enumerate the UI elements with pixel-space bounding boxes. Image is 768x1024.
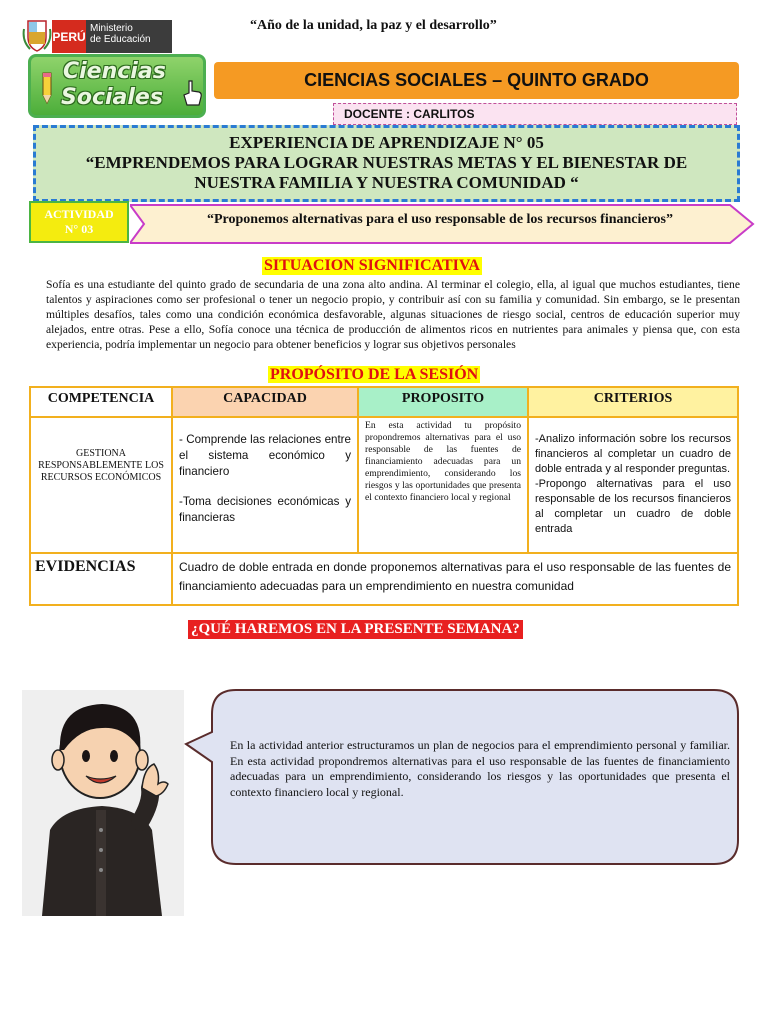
activity-tag-line-1: ACTIVIDAD xyxy=(44,207,114,221)
criterios-cell xyxy=(527,416,739,554)
student-illustration xyxy=(22,690,184,916)
pencil-icon xyxy=(37,71,61,105)
experience-title-line-2: NUESTRA FAMILIA Y NUESTRA COMUNIDAD “ xyxy=(194,173,579,192)
evidencias-text: Cuadro de doble entrada en donde proponemos alternativas para el uso responsable de las fuentes de financiamiento adecuadas para un emprendimiento en nuestra comunidad xyxy=(171,552,739,606)
capacidad-cell xyxy=(171,416,359,554)
activity-tag-line-2: N° 03 xyxy=(64,222,94,236)
speech-bubble-text: En la actividad anterior estructuramos un plan de negocios para el emprendimiento personal y familiar. En esta actividad propondremos alternativas para el uso responsable de las fuentes de financiamiento adecuadas para un emprendimiento, considerando los riesgos y las oportunidades que presenta el contexto financiero local y regional. xyxy=(230,738,730,799)
logo-line-1: Ciencias xyxy=(63,59,166,84)
situation-body: Sofía es una estudiante del quinto grado de secundaria de una zona alto andina. Al terminar el colegio, ella, al igual que muchos estudiantes, tiene talentos y aspiraciones como ser profesional o tener un negocio propio, y contribuir así con su familia y comunidad. Sin embargo, se le presentan múltiples desafíos, tales como una condición económica desfavorable, algunas situaciones de riesgo social, centros de educación superior muy alejados, entre otras. Pese a ello, Sofía conoce una técnica de producción de alimentos ricos en nutrientes para animales y piensa que, con esta experiencia, podría implementar un negocio para obtener beneficios y lograr sus objetivos personales xyxy=(46,278,740,351)
situation-title: SITUACION SIGNIFICATIVA xyxy=(264,257,480,274)
criterio-item-1: -Analizo información sobre los recursos financieros al completar un cuadro de doble entrada y al responder preguntas. xyxy=(535,433,731,475)
experience-number: EXPERIENCIA DE APRENDIZAJE N° 05 xyxy=(229,133,544,152)
ministry-line-1: Ministerio xyxy=(90,23,133,34)
header-proposito: PROPOSITO xyxy=(357,386,529,418)
proposito-cell: En esta actividad tu propósito propondremos alternativas para el uso responsable de las fuentes de financiamiento adecuadas para un emprendimiento, considerando los riesgos y las oportunidades que presenta el contexto financiero local y regional xyxy=(357,416,529,554)
peru-label: PERÚ xyxy=(52,20,86,53)
purpose-title: PROPÓSITO DE LA SESIÓN xyxy=(270,366,479,383)
ciencias-sociales-logo xyxy=(28,54,206,118)
capacidad-item-1: - Comprende las relaciones entre el sistema económico y financiero xyxy=(179,433,351,478)
learning-experience-box xyxy=(33,125,740,202)
activity-title: “Proponemos alternativas para el uso responsable de los recursos financieros” xyxy=(206,212,674,227)
experience-title-line-1: “EMPRENDEMOS PARA LOGRAR NUESTRAS METAS Y EL BIENESTAR DE xyxy=(85,153,688,172)
ministry-label xyxy=(86,20,172,53)
ministry-logo xyxy=(22,17,172,53)
activity-tag xyxy=(29,201,129,243)
logo-line-2: Sociales xyxy=(61,85,163,110)
criterio-item-2: -Propongo alternativas para el uso responsable de los recursos financieros al completar un cuadro de doble entrada xyxy=(535,478,731,535)
week-title: ¿QUÉ HAREMOS EN LA PRESENTE SEMANA? xyxy=(188,620,523,639)
header-criterios: CRITERIOS xyxy=(527,386,739,418)
course-title-bar: CIENCIAS SOCIALES – QUINTO GRADO xyxy=(214,62,739,99)
ministry-line-2: de Educación xyxy=(90,34,151,45)
peru-crest-icon xyxy=(22,17,52,53)
header-competencia: COMPETENCIA xyxy=(29,386,173,418)
capacidad-item-2: -Toma decisiones económicas y financieras xyxy=(179,495,351,524)
header-capacidad: CAPACIDAD xyxy=(171,386,359,418)
pointing-hand-icon xyxy=(181,79,203,107)
evidencias-label: EVIDENCIAS xyxy=(29,552,173,606)
year-motto: “Año de la unidad, la paz y el desarrollo” xyxy=(250,18,497,33)
teacher-label: DOCENTE : CARLITOS xyxy=(333,103,737,125)
competencia-cell: GESTIONA RESPONSABLEMENTE LOS RECURSOS ECONÓMICOS xyxy=(29,416,173,554)
